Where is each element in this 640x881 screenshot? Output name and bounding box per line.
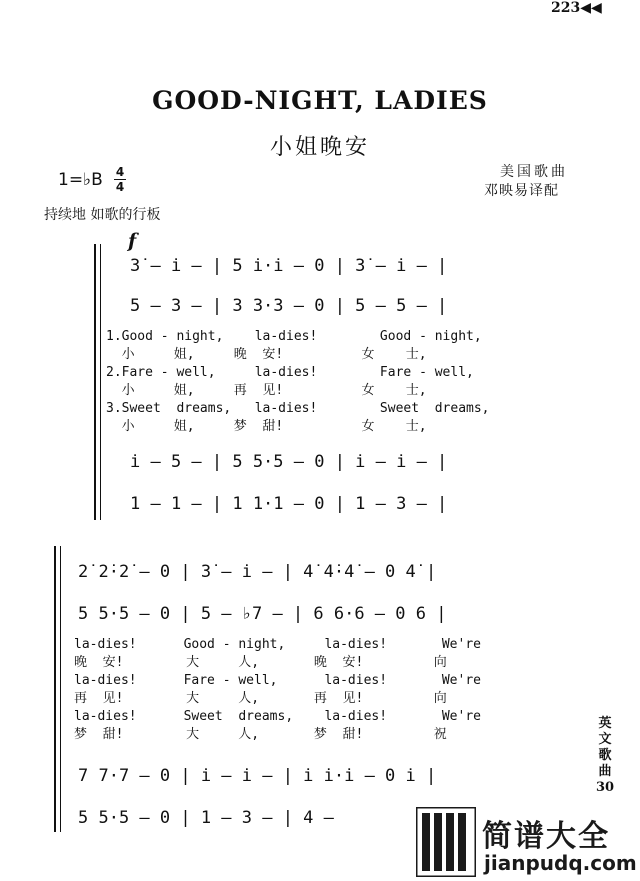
time-signature-top: 4 xyxy=(115,165,125,179)
system-2-lyric-line-4: 再 见! 大 人, 再 见! 向 xyxy=(74,691,447,706)
system-2-lyric-line-3: la-dies! Fare - well, la-dies! We're xyxy=(74,673,481,688)
system-2-upper-voice-2: 7 7·7 – 0 | i̇ – i̇ – | i̇ i̇·i̇ – 0 i̇ | xyxy=(78,766,437,786)
system-2-brace-inner xyxy=(60,546,61,832)
system-1-lower-voice: 5 – 3 – | 3 3·3 – 0 | 5 – 5 – | xyxy=(130,296,448,316)
time-signature-bottom: 4 xyxy=(115,180,125,194)
system-2-lower-voice: 5 5·5 – 0 | 5 – ♭7 – | 6 6·6 – 0 6 | xyxy=(78,604,447,624)
system-1-lyric-line-3: 2.Fare - well, la-dies! Fare - well, xyxy=(106,365,474,380)
piano-keys-logo xyxy=(416,807,476,877)
translator-credit: 邓映易译配 xyxy=(484,183,559,199)
page-number: 223◀◀ xyxy=(551,0,602,16)
time-signature xyxy=(114,166,126,193)
system-1-lyric-line-2: 小 姐, 晚 安! 女 士, xyxy=(106,347,427,362)
song-title-english: GOOD-NIGHT, LADIES xyxy=(152,86,488,115)
system-2-lyric-line-5: la-dies! Sweet dreams, la-dies! We're xyxy=(74,709,481,724)
system-2-upper-voice: 2̇ 2̇·2̇ – 0 | 3̇ – i̇ – | 4̇ 4̇·4̇ – 0 4̇ | xyxy=(78,562,437,582)
system-1-brace-inner xyxy=(100,244,101,520)
song-title-chinese: 小姐晚安 xyxy=(269,135,370,160)
system-1-lyric-line-1: 1.Good - night, la-dies! Good - night, xyxy=(106,329,482,344)
system-1-brace-outer xyxy=(94,244,96,520)
system-2-lyric-line-2: 晚 安! 大 人, 晚 安! 向 xyxy=(74,655,447,670)
system-1-lyric-line-6: 小 姐, 梦 甜! 女 士, xyxy=(106,419,427,434)
tempo-marking: 持续地 如歌的行板 xyxy=(44,207,161,223)
system-2-lyric-line-1: la-dies! Good - night, la-dies! We're xyxy=(74,637,481,652)
system-1-upper-voice-2: i̇ – 5 – | 5 5·5 – 0 | i̇ – i̇ – | xyxy=(130,452,448,472)
system-1-upper-voice: 3̇ – i̇ – | 5 i̇·i̇ – 0 | 3̇ – i̇ – | xyxy=(130,256,448,276)
system-2-lyric-line-6: 梦 甜! 大 人, 梦 甜! 祝 xyxy=(74,727,447,742)
system-1-lyric-line-4: 小 姐, 再 见! 女 士, xyxy=(106,383,427,398)
system-1-lower-voice-2: 1 – 1 – | 1 1·1 – 0 | 1 – 3 – | xyxy=(130,494,448,514)
watermark-url: jianpudq.com xyxy=(484,851,637,875)
key-signature: 1=♭B xyxy=(58,170,103,190)
dynamic-marking: f xyxy=(128,230,137,252)
watermark xyxy=(414,805,640,881)
watermark-title: 简谱大全 xyxy=(482,819,610,854)
side-caption: 英文歌曲30 xyxy=(596,716,615,795)
system-2-brace-outer xyxy=(54,546,56,832)
system-1-lyric-line-5: 3.Sweet dreams, la-dies! Sweet dreams, xyxy=(106,401,490,416)
origin-credit: 美国歌曲 xyxy=(500,164,568,180)
system-2-lower-voice-2: 5 5·5 – 0 | 1 – 3 – | 4 – xyxy=(78,808,334,828)
